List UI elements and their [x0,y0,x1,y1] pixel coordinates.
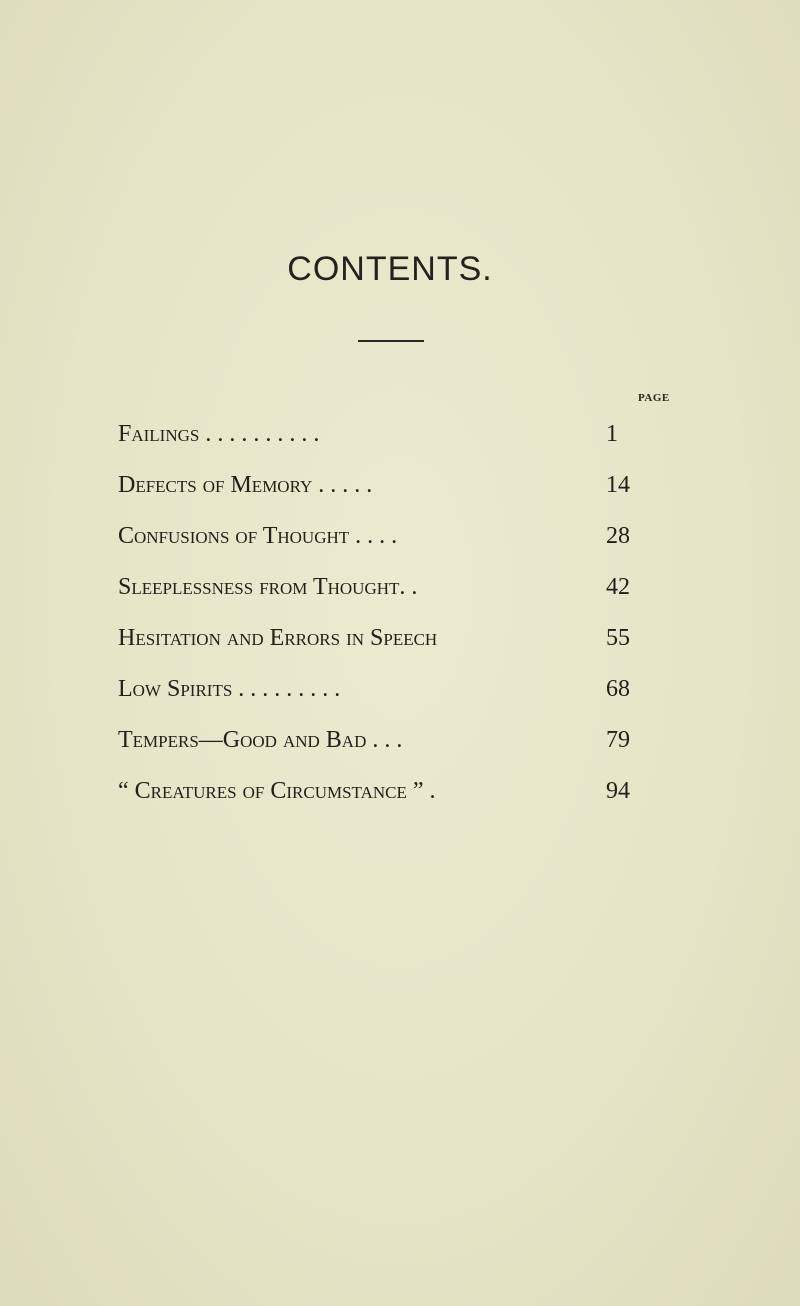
toc-entry [118,466,658,517]
toc-entry-page: 28 [606,523,630,549]
toc-entry-label: Defects of Memory . . . . . [118,472,373,498]
toc-entry [118,772,658,823]
toc-entry-label: Failings . . . . . . . . . . [118,421,320,447]
title-divider [358,340,424,342]
toc-entry [118,517,658,568]
toc-entry [118,568,658,619]
toc-entry-page: 94 [606,778,630,804]
toc-entry-page: 68 [606,676,630,702]
toc-entry [118,721,658,772]
page-column-label: PAGE [638,392,670,404]
toc-entry-page: 1 [606,421,618,447]
toc-entry [118,415,658,466]
toc-entry-page: 79 [606,727,630,753]
toc-entry [118,670,658,721]
toc-entry-page: 42 [606,574,630,600]
toc-entry-label: Hesitation and Errors in Speech [118,625,438,651]
toc-entry-page: 14 [606,472,630,498]
toc-entry-label: Confusions of Thought . . . . [118,523,398,549]
toc-entry-label: Low Spirits . . . . . . . . . [118,676,341,702]
toc-entry-page: 55 [606,625,630,651]
toc-entry-label: Tempers—Good and Bad . . . [118,727,403,753]
table-of-contents [118,415,658,823]
toc-entry-label: “ Creatures of Circumstance ” . [118,778,436,804]
toc-entry-label: Sleeplessness from Thought. . [118,574,418,600]
toc-entry [118,619,658,670]
page-title: CONTENTS. [287,250,493,288]
